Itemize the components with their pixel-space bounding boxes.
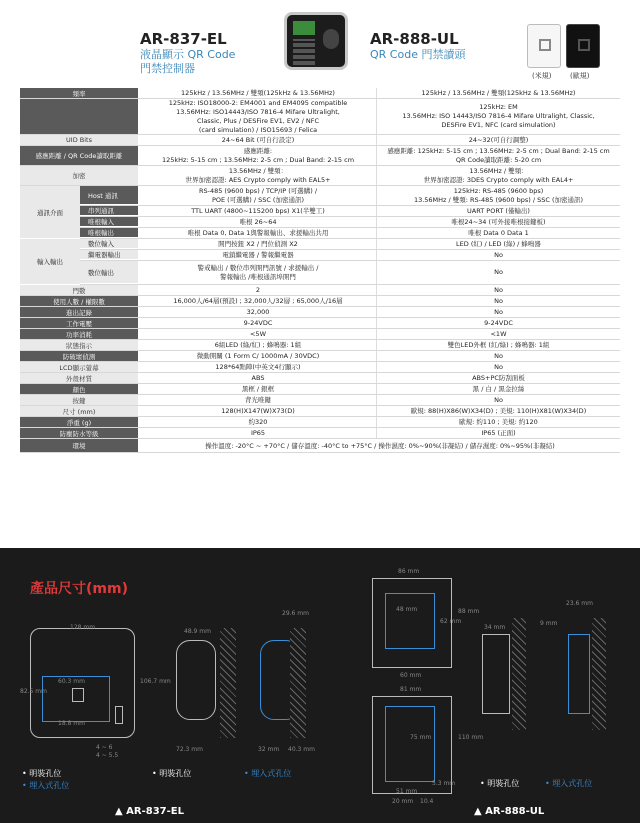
spec-label: LCD顯示螢幕 xyxy=(20,362,138,372)
spec-sublabel: 數位輸入 xyxy=(80,239,138,249)
spec-label: 外殼材質 xyxy=(20,373,138,383)
spec-value-ar888: 雙色LED外框 (紅/綠) ; 蜂鳴器: 1組 xyxy=(376,340,620,350)
spec-value-ar888: LED (紅) / LED (綠) / 蜂鳴器 xyxy=(376,239,620,249)
spec-value-ar888: 感應距離: 125kHz: 5-15 cm ; 13.56MHz: 2-5 cm ; Dual Band: 2-15 cm QR Code讀取距離: 5-20 cm xyxy=(376,146,620,165)
ar837-slot xyxy=(115,706,123,724)
dimension-label: 20 mm xyxy=(392,798,414,805)
right-model-title: AR-888-UL xyxy=(370,30,459,48)
spec-value-ar837: 唯根 26~64 xyxy=(239,217,277,226)
dimension-label: 9 mm xyxy=(540,620,558,627)
header xyxy=(0,0,640,88)
spec-row xyxy=(20,88,620,99)
spec-value-ar837: 128*64點陣(中英文4行顯示) xyxy=(215,362,301,371)
spec-row xyxy=(20,428,620,439)
dimension-label: 40.3 mm xyxy=(288,746,315,753)
spec-label: 頻率 xyxy=(20,88,138,98)
dimension-label: 18.8 mm xyxy=(58,720,85,727)
spec-value-ar837: 唯根 Data 0, Data 1與警報輸出、求援輸出共用 xyxy=(187,228,329,237)
spec-label: 門數 xyxy=(20,285,138,295)
spec-label: UID Bits xyxy=(20,135,138,145)
spec-value-ar888: 24~32(可自行調整) xyxy=(376,135,620,145)
spec-row xyxy=(20,395,620,406)
spec-row xyxy=(20,296,620,307)
dimension-label: 81 mm xyxy=(400,686,422,693)
spec-label xyxy=(20,99,138,134)
spec-row xyxy=(20,329,620,340)
ar888-side-outline xyxy=(482,634,510,714)
dimension-label: 72.3 mm xyxy=(176,746,203,753)
wall-hatch-4 xyxy=(592,618,606,730)
dimension-label: 128 mm xyxy=(70,624,96,631)
left-caption: ▲ AR-837-EL xyxy=(115,806,184,817)
spec-value-ar888: 125kHz: RS-485 (9600 bps) 13.56MHz / 雙頻: RS-485 (9600 bps) / SSC (加密通訊) xyxy=(376,186,620,205)
spec-value-ar837: 背光唯鍵 xyxy=(245,395,271,404)
right-model-subtitle: QR Code 門禁讀頭 xyxy=(370,48,466,61)
spec-value-ar837: IP65 xyxy=(250,428,266,437)
spec-row xyxy=(20,340,620,351)
right-caption: ▲ AR-888-UL xyxy=(474,806,545,817)
spec-row xyxy=(20,261,620,285)
spec-value-ar837: RS-485 (9600 bps) / TCP/IP (可選購) / POE (可選購) / SSC (加密通訊) xyxy=(198,186,318,204)
spec-value-ar888: No xyxy=(376,395,620,405)
spec-value-ar837: 6組LED (綠/紅) ; 蜂鳴器: 1組 xyxy=(214,340,302,349)
spec-value-ar888: No xyxy=(376,362,620,372)
spec-label: 工作電壓 xyxy=(20,318,138,328)
spec-label: 尺寸 (mm) xyxy=(20,406,138,416)
spec-label: 顏色 xyxy=(20,384,138,394)
dimension-label: 75 mm xyxy=(410,734,432,741)
spec-value-ar837: 125kHz / 13.56MHz / 雙頻(125kHz & 13.56MHz) xyxy=(181,88,335,97)
ar888-side-embed xyxy=(568,634,590,714)
spec-label: 使用人數 / 權限數 xyxy=(20,296,138,306)
dimension-label: 60.3 mm xyxy=(58,678,85,685)
spec-value-ar888: 黑 / 白 / 黑金拉絲 xyxy=(376,384,620,394)
spec-value-ar888: 歐規: 約110 ; 美規: 約120 xyxy=(376,417,620,427)
spec-row xyxy=(20,362,620,373)
spec-value-ar837: 黑框 / 銀框 xyxy=(241,384,275,393)
spec-value-full: 操作溫度: -20°C ~ +70°C / 儲存溫度: -40°C to +75°C / 操作濕度: 0%~90%(非凝結) / 儲存濕度: 0%~95%(非凝結) xyxy=(205,442,555,450)
spec-value-ar888: No xyxy=(376,307,620,317)
spec-value-ar837: 9-24VDC xyxy=(243,318,273,327)
spec-row xyxy=(20,228,620,239)
dimension-label: 5.3 mm xyxy=(432,780,456,787)
spec-label: 環境 xyxy=(20,439,138,452)
spec-value-ar888: No xyxy=(376,351,620,361)
dimension-label: 4 ~ 6 xyxy=(96,744,113,751)
spec-label: 加密 xyxy=(20,166,138,185)
dimension-label: 110 mm xyxy=(458,734,484,741)
spec-value-ar888: 9-24VDC xyxy=(376,318,620,328)
spec-sublabel: 數位輸出 xyxy=(80,261,138,284)
left-model-title: AR-837-EL xyxy=(140,30,227,48)
ar888-us-box xyxy=(385,706,435,782)
legend-open-3: • 明裝孔位 xyxy=(480,779,520,788)
ar888-eu-box xyxy=(385,593,435,649)
spec-group-comm: 通訊介面 xyxy=(20,186,80,239)
spec-row xyxy=(20,351,620,362)
wall-hatch-3 xyxy=(512,618,526,730)
legend-embed-2: • 埋入式孔位 xyxy=(244,769,292,778)
spec-value-ar837: 16,000人/64層(預設) ; 32,000人/32層 ; 65,000人/16層 xyxy=(173,296,343,305)
black-device-label: (歐規) xyxy=(570,72,590,80)
spec-label: 進出記錄 xyxy=(20,307,138,317)
spec-row xyxy=(20,439,620,453)
spec-sublabel: 串列通訊 xyxy=(80,206,138,216)
spec-value-ar888: 125kHz: EM 13.56MHz: ISO 14443/ISO 7816-4 Mifare Ultralight, Classic, DESFire EV1, NFC (card simulation) xyxy=(376,99,620,134)
dimension-label: 88 mm xyxy=(458,608,480,615)
spec-value-ar837: 警戒輸出 / 數位串列開門訊號 / 求援輸出 / 警報輸出 /唯根通訊埠開門 xyxy=(197,263,319,281)
spec-value-ar837: TTL UART (4800~115200 bps) X1(半雙工) xyxy=(191,206,325,215)
spec-value-ar837: 32,000 xyxy=(246,307,270,316)
legend-embed-1: • 埋入式孔位 xyxy=(22,781,70,790)
spec-row xyxy=(20,417,620,428)
spec-value-ar837: 感應距離: 125kHz: 5-15 cm ; 13.56MHz: 2-5 cm ; Dual Band: 2-15 cm xyxy=(161,146,355,164)
spec-value-ar837: 125kHz: ISO18000-2: EM4001 and EM4095 compatible 13.56MHz: ISO14443/ISO 7816-4 Mifare Ultralight, Classic, Plus / DESFire EV1, EV2 / NFC (card simulation) / ISO15693 / Felica xyxy=(168,98,348,134)
spec-value-ar888: 125kHz / 13.56MHz / 雙頻(125kHz & 13.56MHz) xyxy=(376,88,620,98)
spec-row xyxy=(20,166,620,186)
spec-label: 淨重 (g) xyxy=(20,417,138,427)
spec-row xyxy=(20,406,620,417)
spec-value-ar888: <1W xyxy=(376,329,620,339)
spec-label: 防破壞偵測 xyxy=(20,351,138,361)
spec-label: 功率消耗 xyxy=(20,329,138,339)
spec-value-ar837: <5W xyxy=(249,329,266,338)
spec-value-ar888: No xyxy=(376,250,620,260)
spec-sublabel: 唯根輸入 xyxy=(80,217,138,227)
spec-value-ar888: ABS+PC防刮面板 xyxy=(376,373,620,383)
spec-value-ar837: 24~64 Bit (可自行設定) xyxy=(221,135,295,144)
spec-value-ar837: 128(H)X147(W)X73(D) xyxy=(221,406,295,415)
spec-row xyxy=(20,373,620,384)
ar837-hole xyxy=(72,688,84,702)
spec-value-ar888: IP65 (正面) xyxy=(376,428,620,438)
dimension-label: 29.6 mm xyxy=(282,610,309,617)
wall-hatch-2 xyxy=(290,628,306,738)
spec-value-ar888: UART PORT (僅輸出) xyxy=(376,206,620,216)
dimension-label: 60 mm xyxy=(400,672,422,679)
spec-label: 防塵防水等級 xyxy=(20,428,138,438)
spec-value-ar888: 唯根24~34 (可外接唯根接鍵板) xyxy=(376,217,620,227)
dimension-label: 23.6 mm xyxy=(566,600,593,607)
spec-value-ar837: 約320 xyxy=(248,417,268,426)
dimension-label: 106.7 mm xyxy=(140,678,171,685)
wall-hatch-1 xyxy=(220,628,236,738)
spec-row xyxy=(20,217,620,228)
dimension-label: 4 ~ 5.5 xyxy=(96,752,119,759)
dimension-label: 51 mm xyxy=(396,788,418,795)
legend-embed-3: • 埋入式孔位 xyxy=(545,779,593,788)
spec-row xyxy=(20,146,620,166)
spec-label: 狀態指示 xyxy=(20,340,138,350)
ar888-black-device-image xyxy=(566,24,600,68)
legend-open-2: • 明裝孔位 xyxy=(152,769,192,778)
spec-row xyxy=(20,285,620,296)
spec-value-ar837: 13.56MHz / 雙頻： 世界加密認證: AES Crypto comply with EAL5+ xyxy=(185,166,331,184)
spec-value-ar837: 開門按鈕 X2 / 門位偵測 X2 xyxy=(218,239,298,248)
ar837-device-image xyxy=(284,12,348,70)
spec-value-ar837: ABS xyxy=(251,373,265,382)
dimension-label: 86 mm xyxy=(398,568,420,575)
spec-value-ar888: 歐規: 88(H)X86(W)X34(D) ; 美規: 110(H)X81(W)X34(D) xyxy=(376,406,620,416)
dimension-label: 62 mm xyxy=(440,618,462,625)
dimension-label: 10.4 xyxy=(420,798,434,805)
spec-row xyxy=(20,250,620,261)
spec-row xyxy=(20,135,620,146)
spec-sublabel: 繼電器輸出 xyxy=(80,250,138,260)
spec-row xyxy=(20,99,620,135)
dimension-label: 48.9 mm xyxy=(184,628,211,635)
dimension-label: 82.5 mm xyxy=(20,688,47,695)
spec-value-ar888: 唯根 Data 0 Data 1 xyxy=(376,228,620,238)
spec-row xyxy=(20,206,620,217)
left-model-subtitle-1: 液晶顯示 QR Code xyxy=(140,48,236,61)
spec-sublabel: 唯根輸出 xyxy=(80,228,138,238)
dimensions-title: 產品尺寸(mm) xyxy=(30,581,128,597)
spec-group-io: 輸入輸出 xyxy=(20,239,80,285)
spec-value-ar837: 電鎖繼電器 / 警報繼電器 xyxy=(222,250,294,259)
ar837-side-outline xyxy=(176,640,216,720)
dimensions-section xyxy=(0,548,640,823)
spec-label: 按鍵 xyxy=(20,395,138,405)
spec-row xyxy=(20,186,620,206)
spec-value-ar837: 2 xyxy=(255,285,261,294)
spec-row xyxy=(20,239,620,250)
spec-value-ar888: No xyxy=(376,296,620,306)
spec-label: 感應距離 / QR Code讀取距離 xyxy=(20,146,138,165)
white-device-label: (米規) xyxy=(532,72,552,80)
spec-value-ar888: No xyxy=(376,285,620,295)
spec-sublabel: Host 通訊 xyxy=(80,186,138,205)
spec-row xyxy=(20,384,620,395)
legend-open-1: • 明裝孔位 xyxy=(22,769,62,778)
spec-value-ar888: 13.56MHz / 雙頻： 世界加密認證: 3DES Crypto comply with EAL4+ xyxy=(376,166,620,185)
dimension-label: 34 mm xyxy=(484,624,506,631)
spec-value-ar837: 微動開關 (1 Form C/ 1000mA / 30VDC) xyxy=(196,351,320,360)
dimension-label: 48 mm xyxy=(396,606,418,613)
spec-row xyxy=(20,307,620,318)
spec-value-ar888: No xyxy=(376,261,620,284)
dimension-label: 32 mm xyxy=(258,746,280,753)
left-model-subtitle-2: 門禁控制器 xyxy=(140,62,195,75)
ar888-white-device-image xyxy=(527,24,561,68)
spec-row xyxy=(20,318,620,329)
